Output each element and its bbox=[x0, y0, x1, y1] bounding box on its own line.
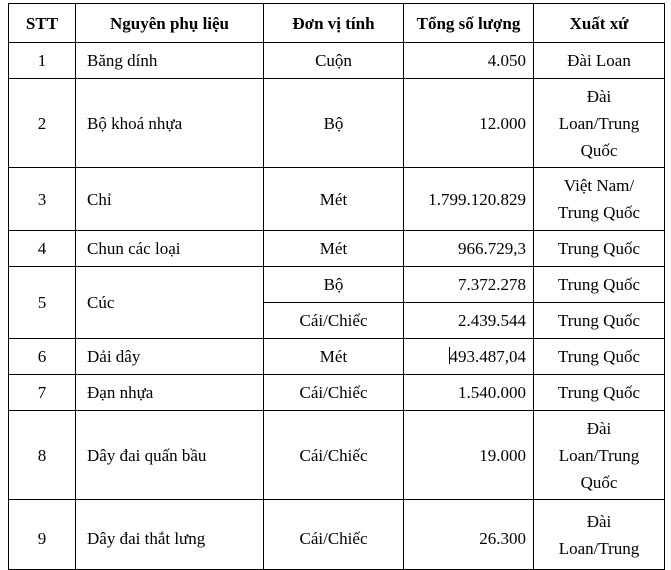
origin-line: Quốc bbox=[580, 472, 618, 492]
row-unit: Cái/Chiếc bbox=[264, 375, 404, 411]
origin-line: Đài bbox=[586, 418, 612, 438]
row-stt: 1 bbox=[9, 43, 76, 79]
origin-line: Trung Quốc bbox=[557, 203, 641, 222]
row-total: 12.000 bbox=[404, 79, 534, 168]
row-stt: 3 bbox=[9, 168, 76, 231]
row-total: 1.540.000 bbox=[404, 375, 534, 411]
header-stt: STT bbox=[9, 4, 76, 43]
table-row bbox=[9, 168, 665, 231]
origin-line: Trung Quốc bbox=[557, 383, 641, 402]
origin-line: Đài Loan bbox=[567, 51, 631, 70]
origin-line: Loan/Trung bbox=[558, 445, 640, 465]
header-material: Nguyên phụ liệu bbox=[76, 4, 264, 43]
row-material: Dải dây bbox=[76, 339, 264, 375]
row-origin bbox=[534, 43, 665, 79]
row-stt: 6 bbox=[9, 339, 76, 375]
row-stt: 5 bbox=[9, 267, 76, 339]
row-material: Chun các loại bbox=[76, 231, 264, 267]
row-unit: Cuộn bbox=[264, 43, 404, 79]
table-row bbox=[9, 411, 665, 500]
row-total: 19.000 bbox=[404, 411, 534, 500]
table-row bbox=[9, 339, 665, 375]
header-total: Tổng số lượng bbox=[404, 4, 534, 43]
table-row bbox=[9, 267, 665, 303]
row-stt: 8 bbox=[9, 411, 76, 500]
table-header-row bbox=[9, 4, 665, 43]
table-row bbox=[9, 79, 665, 168]
row-unit: Bộ bbox=[264, 267, 404, 303]
row-unit: Cái/Chiếc bbox=[264, 500, 404, 570]
row-material: Băng dính bbox=[76, 43, 264, 79]
table-row bbox=[9, 231, 665, 267]
origin-line: Quốc bbox=[580, 140, 618, 160]
row-material: Chỉ bbox=[76, 168, 264, 231]
row-stt: 4 bbox=[9, 231, 76, 267]
row-total-value: 493.487,04 bbox=[449, 347, 526, 366]
row-stt: 9 bbox=[9, 500, 76, 570]
origin-line: Đài bbox=[586, 86, 612, 106]
row-unit: Cái/Chiếc bbox=[264, 303, 404, 339]
origin-line: Đài bbox=[586, 511, 612, 531]
row-unit: Cái/Chiếc bbox=[264, 411, 404, 500]
row-total: 4.050 bbox=[404, 43, 534, 79]
origin-line: Loan/Trung bbox=[558, 113, 640, 133]
row-origin bbox=[534, 411, 665, 500]
row-total bbox=[404, 339, 534, 375]
row-unit: Bộ bbox=[264, 79, 404, 168]
row-origin bbox=[534, 79, 665, 168]
row-stt: 2 bbox=[9, 79, 76, 168]
row-origin bbox=[534, 303, 665, 339]
origin-line: Trung Quốc bbox=[557, 275, 641, 294]
row-material: Bộ khoá nhựa bbox=[76, 79, 264, 168]
row-material: Đạn nhựa bbox=[76, 375, 264, 411]
row-total: 1.799.120.829 bbox=[404, 168, 534, 231]
row-total: 26.300 bbox=[404, 500, 534, 570]
origin-line: Việt Nam/ bbox=[563, 176, 635, 195]
row-origin bbox=[534, 231, 665, 267]
header-unit: Đơn vị tính bbox=[264, 4, 404, 43]
materials-table bbox=[8, 3, 665, 570]
row-origin bbox=[534, 168, 665, 231]
origin-line: Trung Quốc bbox=[557, 347, 641, 366]
row-total: 7.372.278 bbox=[404, 267, 534, 303]
origin-line: Loan/Trung bbox=[558, 538, 640, 558]
header-origin: Xuất xứ bbox=[534, 4, 665, 43]
row-stt: 7 bbox=[9, 375, 76, 411]
row-unit: Mét bbox=[264, 339, 404, 375]
row-origin bbox=[534, 375, 665, 411]
row-unit: Mét bbox=[264, 168, 404, 231]
row-total: 966.729,3 bbox=[404, 231, 534, 267]
row-unit: Mét bbox=[264, 231, 404, 267]
row-origin bbox=[534, 500, 665, 570]
row-origin bbox=[534, 267, 665, 303]
row-material: Cúc bbox=[76, 267, 264, 339]
origin-line: Trung Quốc bbox=[557, 311, 641, 330]
row-material: Dây đai thắt lưng bbox=[76, 500, 264, 570]
row-total: 2.439.544 bbox=[404, 303, 534, 339]
table-row bbox=[9, 43, 665, 79]
table-row bbox=[9, 375, 665, 411]
table-row bbox=[9, 500, 665, 570]
row-origin bbox=[534, 339, 665, 375]
row-material: Dây đai quấn bầu bbox=[76, 411, 264, 500]
origin-line: Trung Quốc bbox=[557, 239, 641, 258]
